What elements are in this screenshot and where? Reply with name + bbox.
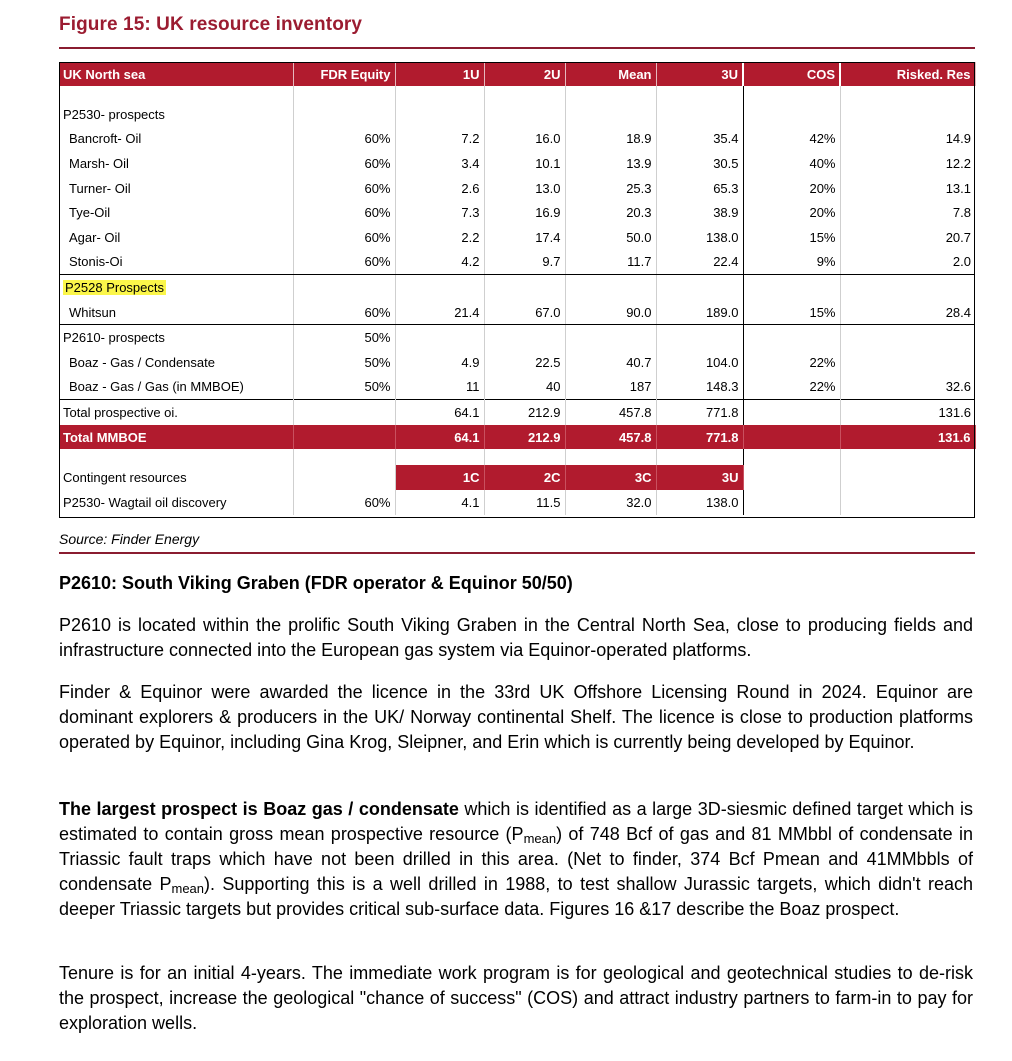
table-row [59,176,975,201]
spacer-row [59,449,975,465]
cell-cos [743,102,840,127]
table-row [59,225,975,250]
table-row [59,151,975,176]
total-u2: 212.9 [484,425,565,450]
cell-u2: 17.4 [484,225,565,250]
cell-u3: 138.0 [656,225,743,250]
contingent-label: Contingent resources [59,465,293,490]
cell-mean [565,275,656,300]
cell-u2: 13.0 [484,176,565,201]
cell-u1: 7.2 [395,127,484,152]
cell-mean: 40.7 [565,350,656,375]
cell-u1: 3.4 [395,151,484,176]
row-label: Marsh- Oil [59,151,293,176]
cell-equity: 60% [293,300,395,325]
table-row [59,127,975,152]
cell-equity: 60% [293,127,395,152]
cell-risked: 12.2 [945,155,971,171]
table-row [59,300,975,325]
paragraph-licence: Finder & Equinor were awarded the licence in the 33rd UK Offshore Licensing Round in 2024. Equinor are dominant explorers & producers in the UK/ Norway continental Shelf. The licence is close to production platforms operated by Equinor, including Gina Krog, Sleipner, and Erin which is currently being developed by Equinor. [59,682,973,752]
cell-u3: 65.3 [656,176,743,201]
cell-u2: 9.7 [484,250,565,275]
cell-mean: 25.3 [565,176,656,201]
contingent-header-3: 3U [656,465,743,490]
cell-equity [293,275,395,300]
cell-cos: 22% [743,350,840,375]
contingent-empty [293,465,395,490]
table-row [59,400,975,425]
cell-u3: 38.9 [656,200,743,225]
cell-cos: 20% [743,200,840,225]
cell-u3: 35.4 [656,127,743,152]
paragraph-tenure: Tenure is for an initial 4-years. The immediate work program is for geological and geotechnical studies to de-risk the prospect, increase the geological "chance of success" (COS) and attract industry partners to farm-in to pay for exploration wells. [59,963,973,1033]
cell-risked [840,325,975,350]
cell-risked: 28.4 [840,300,975,325]
cell-equity: 60% [293,225,395,250]
cell-u2: 40 [484,375,565,400]
cell-u1 [395,275,484,300]
cell-u1: 7.3 [395,200,484,225]
wagtail-row [59,490,975,515]
table-header-row [59,62,975,86]
cell-u1: 11 [395,375,484,400]
source-rule [59,552,975,554]
cell-u3: 104.0 [656,350,743,375]
wagtail-c1: 4.1 [395,490,484,515]
row-label: Whitsun [59,300,293,325]
cell-equity: 60% [293,176,395,201]
cell-u3: 148.3 [656,375,743,400]
cell-u1: 21.4 [395,300,484,325]
boaz-text-b: ) of 748 Bcf of gas and 81 MMbbl of condensate in Triassic fault traps which have not been drilled in this area. (Net to finder, 374 Bcf Pmean and 41MMbbls of condensate P [59,824,973,894]
cell-risked: 32.6 [945,379,971,395]
cell-cos [743,325,840,350]
cell-equity: 60% [293,151,395,176]
cell-risked: 20.7 [945,229,971,245]
resource-table-wrapper [59,62,975,515]
cell-risked: 14.9 [945,131,971,147]
paragraph-boaz [59,797,973,922]
spacer-row [59,86,975,102]
total-u3: 771.8 [656,425,743,450]
wagtail-empty [743,490,840,515]
cell-cos: 40% [743,151,840,176]
contingent-header-1: 2C [484,465,565,490]
row-label: Boaz - Gas / Gas (in MMBOE) [59,375,293,400]
row-label [59,275,293,300]
contingent-empty [840,465,975,490]
cell-risked [840,102,975,127]
row-label: Stonis-Oi [59,250,293,275]
row-label: Bancroft- Oil [59,127,293,152]
cell-cos [743,400,840,425]
total-u1: 64.1 [395,425,484,450]
cell-u3: 771.8 [656,400,743,425]
highlighted-label: P2528 Prospects [65,279,165,295]
section-heading: P2610: South Viking Graben (FDR operator & Equinor 50/50) [59,573,573,593]
header-2u: 2U [484,62,565,86]
header-fdr-equity: FDR Equity [293,62,395,86]
cell-u2: 67.0 [484,300,565,325]
cell-u2: 16.9 [484,200,565,225]
table-row [59,250,975,275]
table-group-row [59,102,975,127]
cell-u3: 189.0 [656,300,743,325]
cell-mean: 13.9 [565,151,656,176]
paragraph-location: P2610 is located within the prolific South Viking Graben in the Central North Sea, close to producing fields and infrastructure connected into the European gas system via Equinor-operated platforms. [59,615,973,660]
wagtail-u3: 138.0 [656,490,743,515]
cell-risked: 131.6 [840,400,975,425]
contingent-header-2: 3C [565,465,656,490]
header-risked-res: Risked. Res [840,62,975,86]
header-uk-north-sea: UK North sea [59,62,293,86]
cell-mean: 187 [565,375,656,400]
table-group-row [59,275,975,300]
cell-mean: 18.9 [565,127,656,152]
wagtail-c2: 11.5 [484,490,565,515]
cell-mean: 90.0 [565,300,656,325]
cell-u1 [395,102,484,127]
table-group-row [59,325,975,350]
total-risked: 131.6 [840,425,975,450]
cell-cos: 20% [743,176,840,201]
boaz-lead: The largest prospect is Boaz gas / condensate [59,799,459,819]
cell-u3 [656,102,743,127]
cell-u3 [656,325,743,350]
cell-u3: 22.4 [656,250,743,275]
table-row [59,375,975,400]
cell-u2 [484,102,565,127]
header-cos: COS [743,62,840,86]
cell-u2 [484,275,565,300]
cell-equity: 50% [293,375,395,400]
boaz-text-a: which is identified as a large 3D-siesmic defined target which is estimated to contain gross mean prospective resource (P [59,799,973,844]
cell-mean [565,325,656,350]
cell-u2: 10.1 [484,151,565,176]
cell-risked [840,275,975,300]
row-label: Agar- Oil [59,225,293,250]
header-3u: 3U [656,62,743,86]
cell-equity: 60% [293,200,395,225]
cell-u2: 16.0 [484,127,565,152]
row-label: P2530- prospects [59,102,293,127]
row-label: Tye-Oil [59,200,293,225]
header-1u: 1U [395,62,484,86]
cell-cos: 15% [743,300,840,325]
cell-cos: 22% [743,375,840,400]
cell-u3 [656,275,743,300]
total-mmboe-row [59,425,975,450]
cell-cos: 42% [743,127,840,152]
wagtail-c3: 32.0 [565,490,656,515]
cell-risked: 13.1 [945,180,971,196]
pmean-sub-2: mean [171,881,205,896]
table-row [59,350,975,375]
row-label: Total prospective oi. [59,400,293,425]
cell-u2: 212.9 [484,400,565,425]
contingent-empty [743,465,840,490]
cell-u1 [395,325,484,350]
boaz-text-c: ). Supporting this is a well drilled in 1988, to test shallow Jurassic targets, which didn't reach deeper Triassic targets but provides critical sub-surface data. Figures 16 &17 describe the Boaz prospect. [59,874,973,919]
cell-u2: 22.5 [484,350,565,375]
cell-u1: 4.2 [395,250,484,275]
cell-risked: 7.8 [952,205,971,221]
total-empty [293,425,395,450]
cell-u3: 30.5 [656,151,743,176]
total-name: Total MMBOE [59,425,293,450]
row-label: Boaz - Gas / Condensate [59,350,293,375]
cell-equity [293,400,395,425]
cell-u1: 4.9 [395,350,484,375]
cell-equity: 50% [293,350,395,375]
cell-cos: 15% [743,225,840,250]
source-note: Source: Finder Energy [59,531,200,547]
row-label: Turner- Oil [59,176,293,201]
cell-mean: 50.0 [565,225,656,250]
cell-cos: 9% [743,250,840,275]
cell-equity: 50% [293,325,395,350]
wagtail-equity: 60% [293,490,395,515]
title-rule [59,47,975,49]
cell-u2 [484,325,565,350]
cell-mean [565,102,656,127]
row-label: P2610- prospects [59,325,293,350]
table-row [59,200,975,225]
cell-mean: 20.3 [565,200,656,225]
cell-u1: 2.2 [395,225,484,250]
cell-mean: 457.8 [565,400,656,425]
total-empty [743,425,840,450]
figure-title: Figure 15: UK resource inventory [59,14,363,35]
cell-equity [293,102,395,127]
cell-mean: 11.7 [565,250,656,275]
header-mean: Mean [565,62,656,86]
cell-u1: 2.6 [395,176,484,201]
resource-inventory-table [59,62,976,102]
wagtail-name: P2530- Wagtail oil discovery [59,490,293,515]
pmean-sub-1: mean [523,831,557,846]
cell-risked: 2.0 [840,250,975,275]
cell-equity: 60% [293,250,395,275]
contingent-header-0: 1C [395,465,484,490]
contingent-header-row [59,465,975,490]
resource-body-table [59,102,976,515]
cell-risked [840,350,975,375]
total-mean: 457.8 [565,425,656,450]
cell-cos [743,275,840,300]
wagtail-empty [840,490,975,515]
cell-u1: 64.1 [395,400,484,425]
